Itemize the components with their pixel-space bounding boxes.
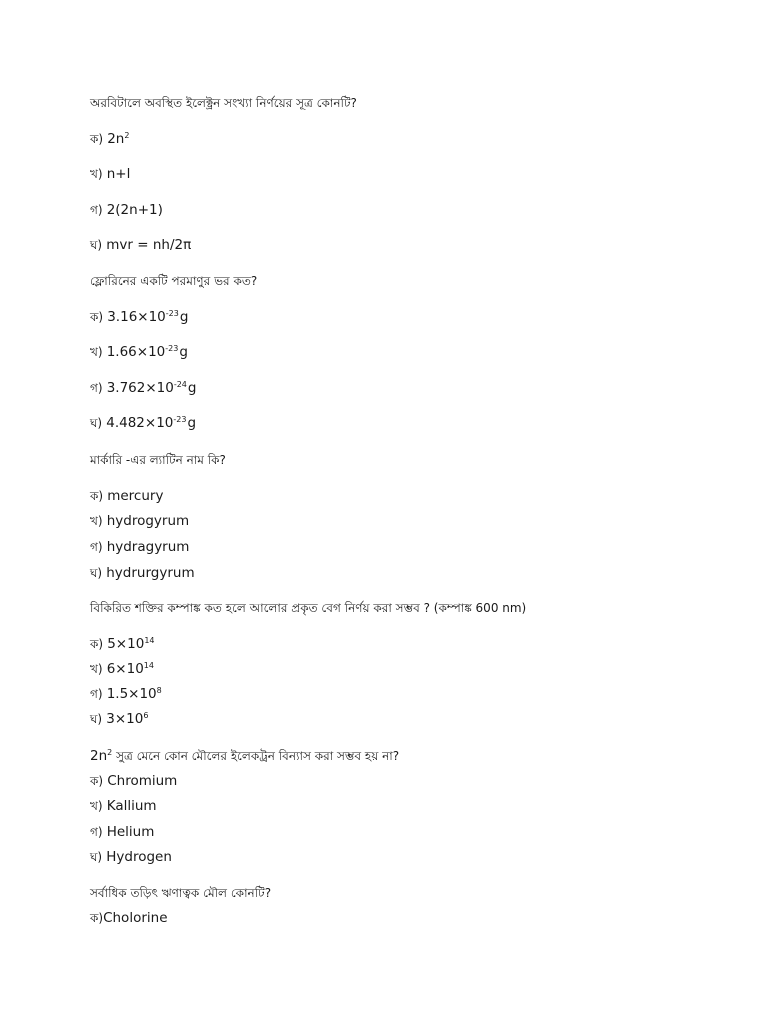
option-superscript: -24 bbox=[173, 380, 187, 389]
q2-option-b bbox=[90, 344, 188, 361]
option-label: খ) bbox=[90, 345, 103, 359]
option-label: ঘ) bbox=[90, 566, 103, 580]
question-text: ফ্লোরিনের একটি পরমাণুর ভর কত? bbox=[90, 274, 258, 288]
option-label: গ) bbox=[90, 540, 103, 554]
q5-option-a bbox=[90, 773, 177, 790]
option-superscript: 2 bbox=[124, 131, 130, 140]
option-label: ঘ) bbox=[90, 238, 103, 252]
option-text: mvr = nh/2π bbox=[106, 237, 192, 253]
q3-option-c bbox=[90, 539, 189, 556]
question-text: বিকিরিত শক্তির কম্পাঙ্ক কত হলে আলোর প্রকৃত বেগ নির্ণয় করা সম্ভব ? (কম্পাঙ্ক 600 nm) bbox=[90, 601, 527, 615]
q5-option-b bbox=[90, 798, 157, 815]
option-label: গ) bbox=[90, 825, 103, 839]
question-text: সুত্র মেনে কোন মৌলের ইলেকট্রন বিন্যাস করা সম্ভব হয় না? bbox=[112, 749, 400, 763]
question-text: মার্কারি -এর ল্যাটিন নাম কি? bbox=[90, 453, 226, 467]
option-text: hydragyrum bbox=[106, 539, 190, 555]
question-text: অরবিটালে অবস্থিত ইলেক্ট্রন সংখ্যা নির্ণয়ের সূত্র কোনটি? bbox=[90, 96, 357, 110]
q1-option-d bbox=[90, 237, 191, 254]
option-text: 2(2n+1) bbox=[106, 202, 163, 218]
question-2 bbox=[90, 273, 257, 289]
option-label: খ) bbox=[90, 514, 103, 528]
option-text: 2n bbox=[107, 131, 125, 147]
option-superscript: -23 bbox=[173, 415, 187, 424]
question-3 bbox=[90, 452, 226, 468]
question-6 bbox=[90, 885, 271, 901]
q3-option-d bbox=[90, 565, 195, 582]
option-label: খ) bbox=[90, 167, 103, 181]
option-text: Cholorine bbox=[103, 910, 168, 926]
q3-option-a bbox=[90, 488, 163, 505]
q4-option-a bbox=[90, 636, 155, 653]
option-unit: g bbox=[179, 309, 189, 325]
q2-option-a bbox=[90, 309, 188, 326]
option-unit: g bbox=[179, 344, 188, 360]
option-text: hydrogyrum bbox=[106, 513, 190, 529]
option-superscript: -23 bbox=[165, 309, 179, 318]
question-4 bbox=[90, 600, 526, 616]
question-5 bbox=[90, 748, 399, 764]
option-text: 4.482×10 bbox=[106, 415, 174, 431]
option-label: ক) bbox=[90, 489, 104, 503]
option-text: Kallium bbox=[106, 798, 157, 814]
option-label: ক) bbox=[90, 132, 104, 146]
option-label: গ) bbox=[90, 381, 103, 395]
option-label: ঘ) bbox=[90, 850, 103, 864]
q1-option-a bbox=[90, 131, 129, 148]
option-superscript: 14 bbox=[144, 636, 155, 645]
option-text: Helium bbox=[106, 824, 155, 840]
option-superscript: -23 bbox=[165, 344, 179, 353]
question-1 bbox=[90, 95, 357, 111]
option-text: 6×10 bbox=[106, 661, 144, 677]
option-text: 3×10 bbox=[106, 711, 144, 727]
q4-option-d bbox=[90, 711, 148, 728]
option-text: mercury bbox=[107, 488, 164, 504]
option-superscript: 6 bbox=[143, 711, 149, 720]
q4-option-b bbox=[90, 661, 154, 678]
question-text: সর্বাধিক তড়িৎ ঋণাত্বক মৌল কোনটি? bbox=[90, 886, 272, 900]
question-prefix: 2n bbox=[90, 748, 108, 764]
option-label: গ) bbox=[90, 687, 103, 701]
q2-option-d bbox=[90, 415, 196, 432]
option-label: ক) bbox=[90, 310, 104, 324]
q4-option-c bbox=[90, 686, 162, 703]
option-text: Chromium bbox=[107, 773, 178, 789]
option-superscript: 8 bbox=[156, 686, 162, 695]
option-label: ক) bbox=[90, 637, 104, 651]
q3-option-b bbox=[90, 513, 189, 530]
option-label: খ) bbox=[90, 799, 103, 813]
option-text: Hydrogen bbox=[106, 849, 172, 865]
q5-option-d bbox=[90, 849, 172, 866]
option-text: 1.5×10 bbox=[106, 686, 157, 702]
question-superscript: 2 bbox=[107, 748, 113, 757]
q6-option-a bbox=[90, 910, 168, 927]
q1-option-b bbox=[90, 166, 130, 183]
option-label: ঘ) bbox=[90, 712, 103, 726]
q2-option-c bbox=[90, 380, 196, 397]
option-text: 1.66×10 bbox=[106, 344, 166, 360]
option-text: 3.16×10 bbox=[107, 309, 166, 325]
q5-option-c bbox=[90, 824, 154, 841]
option-text: hydrurgyrum bbox=[106, 565, 195, 581]
option-unit: g bbox=[187, 380, 197, 396]
option-label: ক) bbox=[90, 774, 104, 788]
option-text: 3.762×10 bbox=[106, 380, 174, 396]
option-label: ক) bbox=[90, 911, 104, 925]
option-label: খ) bbox=[90, 662, 103, 676]
option-superscript: 14 bbox=[143, 661, 154, 670]
option-label: গ) bbox=[90, 203, 103, 217]
option-text: 5×10 bbox=[107, 636, 145, 652]
option-unit: g bbox=[187, 415, 197, 431]
option-label: ঘ) bbox=[90, 416, 103, 430]
q1-option-c bbox=[90, 202, 163, 219]
option-text: n+l bbox=[106, 166, 131, 182]
